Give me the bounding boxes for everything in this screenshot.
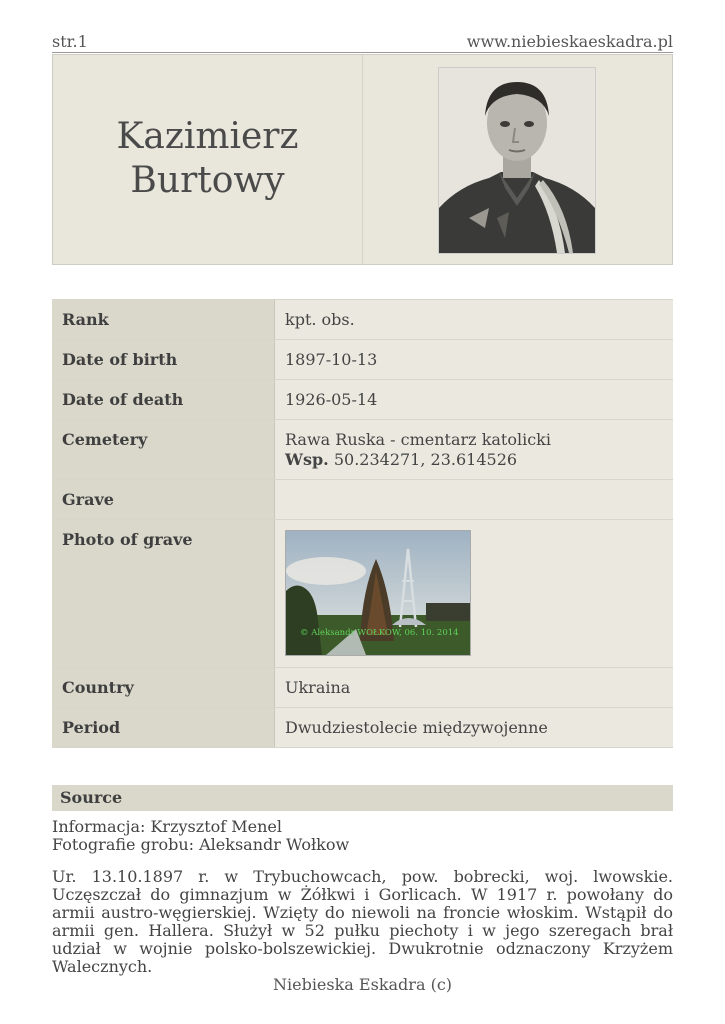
first-name: Kazimierz <box>116 116 299 157</box>
photo-value <box>275 520 674 668</box>
table-row <box>52 340 673 380</box>
death-value: 1926-05-14 <box>275 380 674 420</box>
page-number: str.1 <box>52 32 88 51</box>
source-info: Informacja: Krzysztof Menel <box>52 817 282 836</box>
grave-value <box>275 480 674 520</box>
page-header-bar <box>52 32 673 53</box>
rank-label: Rank <box>52 300 275 340</box>
table-row <box>52 520 673 668</box>
table-row <box>52 300 673 340</box>
table-row <box>52 420 673 480</box>
portrait-photo[interactable] <box>438 67 596 254</box>
table-row <box>52 480 673 520</box>
footer-copyright: Niebieska Eskadra (c) <box>272 975 453 994</box>
period-label: Period <box>52 708 275 748</box>
birth-value: 1897-10-13 <box>275 340 674 380</box>
photo-watermark: © Aleksandr WOŁKOW, 06. 10. 2014 <box>300 628 459 638</box>
table-row <box>52 708 673 748</box>
table-row <box>52 380 673 420</box>
period-value: Dwudziestolecie międzywojenne <box>275 708 674 748</box>
rank-value: kpt. obs. <box>275 300 674 340</box>
coords-label: Wsp. <box>285 450 329 469</box>
photo-label: Photo of grave <box>52 520 275 668</box>
coords-value[interactable]: 50.234271, 23.614526 <box>333 450 518 469</box>
country-value: Ukraina <box>275 668 674 708</box>
grave-photo[interactable] <box>285 530 471 656</box>
biography: Ur. 13.10.1897 r. w Trybuchowcach, pow. bobrecki, woj. lwowskie. Uczęszczał do gimnazjum w Żółkwi i Gorlicach. W 1917 r. powołany do armii austro-węgierskiej. Wzięty do niewoli na froncie włoskim. Wstąpił do armii gen. Hallera. Służył w 52 pułku piechoty i w jego szeregach brał udział w wojnie polsko-bolszewickiej. Dwukrotnie odznaczony Krzyżem Walecznych. <box>52 867 673 976</box>
cemetery-label: Cemetery <box>52 420 275 480</box>
cemetery-name: Rawa Ruska - cmentarz katolicki <box>285 430 551 449</box>
header-divider <box>362 55 363 264</box>
death-label: Date of death <box>52 380 275 420</box>
cemetery-value <box>275 420 674 480</box>
person-header <box>52 54 673 265</box>
info-table <box>52 299 673 748</box>
country-label: Country <box>52 668 275 708</box>
source-photos: Fotografie grobu: Aleksandr Wołkow <box>52 835 350 854</box>
birth-label: Date of birth <box>52 340 275 380</box>
person-name <box>53 115 362 203</box>
source-text <box>52 818 673 854</box>
website-link[interactable]: www.niebieskaeskadra.pl <box>466 32 673 51</box>
portrait-image <box>439 68 595 253</box>
table-row <box>52 668 673 708</box>
cemetery-coordinates <box>285 450 663 470</box>
source-heading: Source <box>52 785 673 811</box>
grave-label: Grave <box>52 480 275 520</box>
last-name: Burtowy <box>130 160 285 201</box>
